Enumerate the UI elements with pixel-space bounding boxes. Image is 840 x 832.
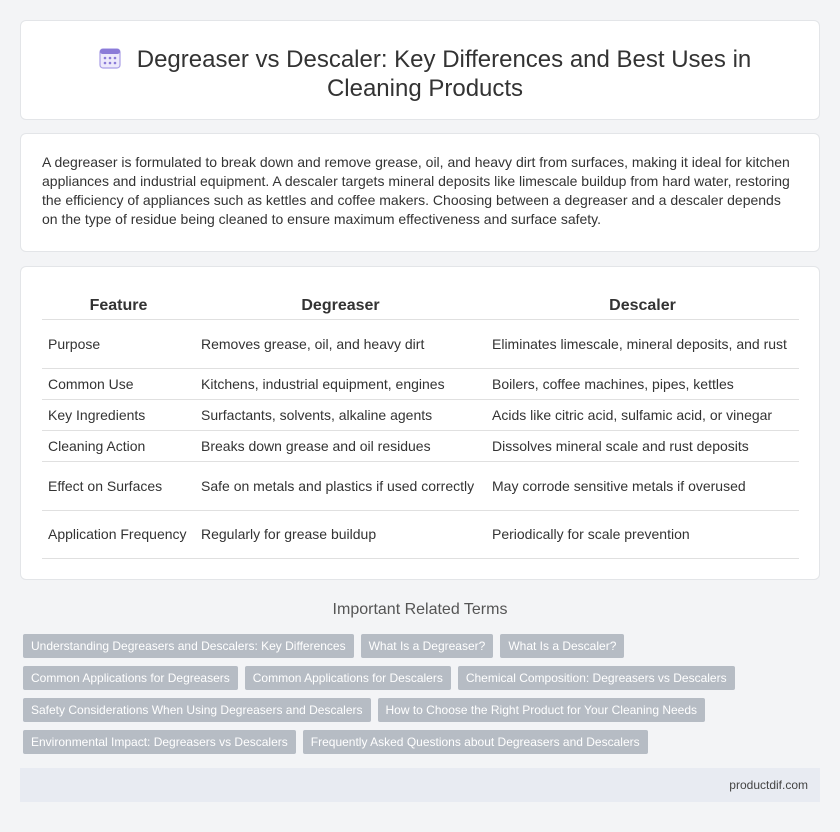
related-term-link[interactable]: What Is a Degreaser? — [361, 634, 494, 658]
table-row — [42, 510, 799, 558]
table-cell: Common Use — [42, 368, 195, 399]
header-card — [20, 20, 820, 120]
comparison-table-card — [20, 266, 820, 580]
table-cell: Periodically for scale prevention — [486, 510, 799, 558]
table-row — [42, 319, 799, 368]
table-cell: May corrode sensitive metals if overused — [486, 461, 799, 510]
related-term-link[interactable]: Safety Considerations When Using Degreasers and Descalers — [23, 698, 371, 722]
footer-bar — [20, 768, 820, 802]
related-term-link[interactable]: Chemical Composition: Degreasers vs Descalers — [458, 666, 735, 690]
table-cell: Effect on Surfaces — [42, 461, 195, 510]
calendar-grid-icon — [99, 47, 121, 69]
table-cell: Boilers, coffee machines, pipes, kettles — [486, 368, 799, 399]
table-cell: Regularly for grease buildup — [195, 510, 486, 558]
table-cell: Key Ingredients — [42, 399, 195, 430]
table-cell: Application Frequency — [42, 510, 195, 558]
tag-row — [23, 730, 823, 754]
table-header-row — [42, 297, 799, 319]
related-term-link[interactable]: Frequently Asked Questions about Degreasers and Descalers — [303, 730, 648, 754]
table-row — [42, 399, 799, 430]
header-degreaser: Degreaser — [195, 297, 486, 319]
related-term-link[interactable]: Common Applications for Degreasers — [23, 666, 238, 690]
tag-row — [23, 634, 823, 658]
table-cell: Breaks down grease and oil residues — [195, 430, 486, 461]
comparison-table — [42, 297, 799, 559]
table-cell: Cleaning Action — [42, 430, 195, 461]
table-cell: Removes grease, oil, and heavy dirt — [195, 319, 486, 368]
related-term-link[interactable]: Environmental Impact: Degreasers vs Descalers — [23, 730, 296, 754]
table-cell: Eliminates limescale, mineral deposits, and rust — [486, 319, 799, 368]
tag-row — [23, 698, 823, 722]
page-title: Degreaser vs Descaler: Key Differences and Best Uses in Cleaning Products — [136, 46, 752, 102]
table-cell: Dissolves mineral scale and rust deposits — [486, 430, 799, 461]
related-term-link[interactable]: How to Choose the Right Product for Your Cleaning Needs — [378, 698, 706, 722]
table-cell: Kitchens, industrial equipment, engines — [195, 368, 486, 399]
related-term-link[interactable]: Common Applications for Descalers — [245, 666, 451, 690]
footer-site-name: productdif.com — [729, 778, 808, 792]
page-title-wrap — [51, 45, 799, 103]
intro-card — [20, 133, 820, 252]
related-term-link[interactable]: Understanding Degreasers and Descalers: Key Differences — [23, 634, 354, 658]
related-terms-tags — [23, 634, 823, 762]
table-cell: Purpose — [42, 319, 195, 368]
intro-paragraph: A degreaser is formulated to break down and remove grease, oil, and heavy dirt from surfaces, making it ideal for kitchen appliances and industrial equipment. A descaler targets mineral deposits like limescale buildup from hard water, restoring the efficiency of appliances such as kettles and coffee makers. Choosing between a degreaser and a descaler depends on the type of residue being cleaned to ensure maximum effectiveness and surface safety. — [42, 154, 790, 227]
related-terms-title: Important Related Terms — [332, 601, 508, 618]
header-feature: Feature — [42, 297, 195, 319]
table-cell: Acids like citric acid, sulfamic acid, or vinegar — [486, 399, 799, 430]
table-row — [42, 368, 799, 399]
related-term-link[interactable]: What Is a Descaler? — [500, 634, 624, 658]
header-descaler: Descaler — [486, 297, 799, 319]
table-row — [42, 461, 799, 510]
table-cell: Safe on metals and plastics if used correctly — [195, 461, 486, 510]
table-cell: Surfactants, solvents, alkaline agents — [195, 399, 486, 430]
table-row — [42, 430, 799, 461]
tag-row — [23, 666, 823, 690]
